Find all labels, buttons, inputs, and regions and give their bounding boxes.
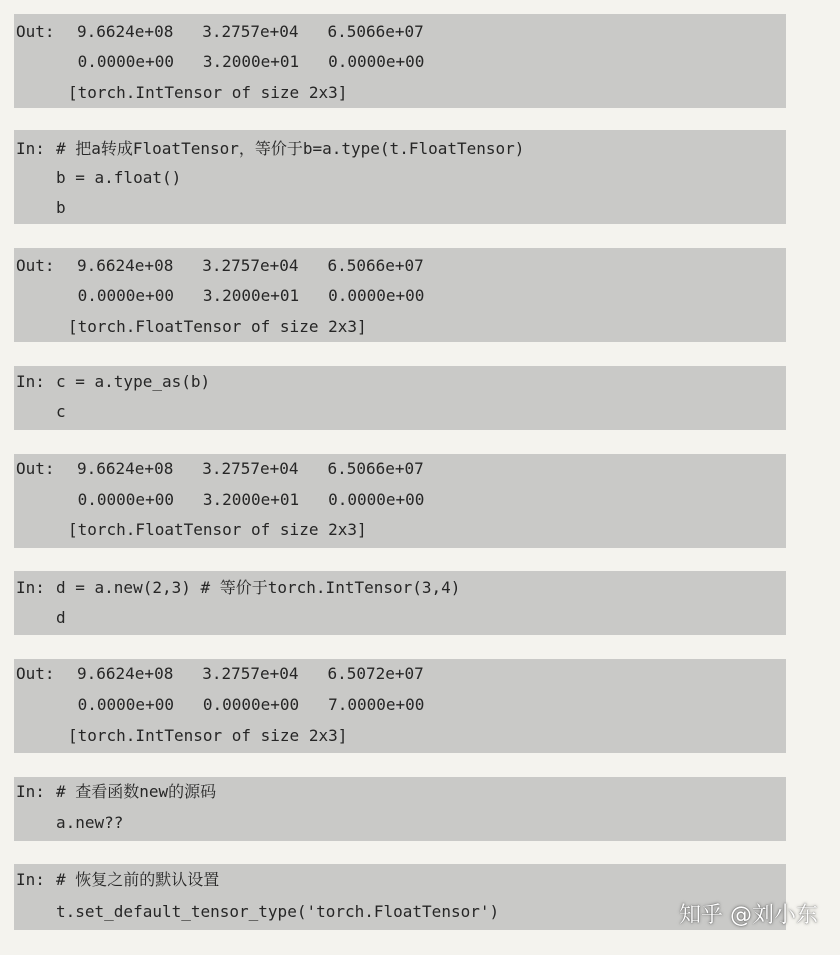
output-cell [14,248,786,342]
output-cell [14,454,786,548]
zhihu-watermark: 知乎 @刘小东 [679,903,818,928]
code-line: [torch.IntTensor of size 2x3] [68,83,348,102]
code-line: 9.6624e+08 3.2757e+04 6.5066e+07 [77,22,424,41]
cell-prompt: Out: [16,664,55,683]
code-line: 0.0000e+00 3.2000e+01 0.0000e+00 [68,286,425,305]
cell-prompt: In: [16,372,45,391]
code-line: 9.6624e+08 3.2757e+04 6.5066e+07 [77,256,424,275]
code-line: d = a.new(2,3) # 等价于torch.IntTensor(3,4) [56,578,461,597]
input-cell [14,366,786,430]
code-line: c = a.type_as(b) [56,372,211,391]
output-cell [14,659,786,753]
cell-prompt: In: [16,870,45,889]
input-cell [14,571,786,635]
code-line: a.new?? [56,813,124,832]
code-line: c [56,402,66,421]
code-line: [torch.FloatTensor of size 2x3] [68,317,367,336]
code-line: [torch.FloatTensor of size 2x3] [68,520,367,539]
cell-prompt: Out: [16,22,55,41]
output-cell [14,14,786,108]
code-line: 0.0000e+00 3.2000e+01 0.0000e+00 [68,52,425,71]
code-line: [torch.IntTensor of size 2x3] [68,726,348,745]
cell-prompt: In: [16,139,45,158]
code-line: # 把a转成FloatTensor，等价于b=a.type(t.FloatTensor) [56,139,525,158]
input-cell [14,130,786,224]
code-line: t.set_default_tensor_type('torch.FloatTensor') [56,902,500,921]
cell-prompt: Out: [16,256,55,275]
code-line: d [56,608,66,627]
cell-prompt: In: [16,782,45,801]
code-line: b = a.float() [56,168,182,187]
code-line: b [56,198,66,217]
input-cell [14,777,786,841]
code-line: 9.6624e+08 3.2757e+04 6.5066e+07 [77,459,424,478]
input-cell [14,864,786,930]
code-line: # 恢复之前的默认设置 [56,870,220,889]
code-line: 0.0000e+00 0.0000e+00 7.0000e+00 [68,695,425,714]
cell-prompt: In: [16,578,45,597]
code-line: # 查看函数new的源码 [56,782,217,801]
code-line: 9.6624e+08 3.2757e+04 6.5072e+07 [77,664,424,683]
code-line: 0.0000e+00 3.2000e+01 0.0000e+00 [68,490,425,509]
cell-prompt: Out: [16,459,55,478]
